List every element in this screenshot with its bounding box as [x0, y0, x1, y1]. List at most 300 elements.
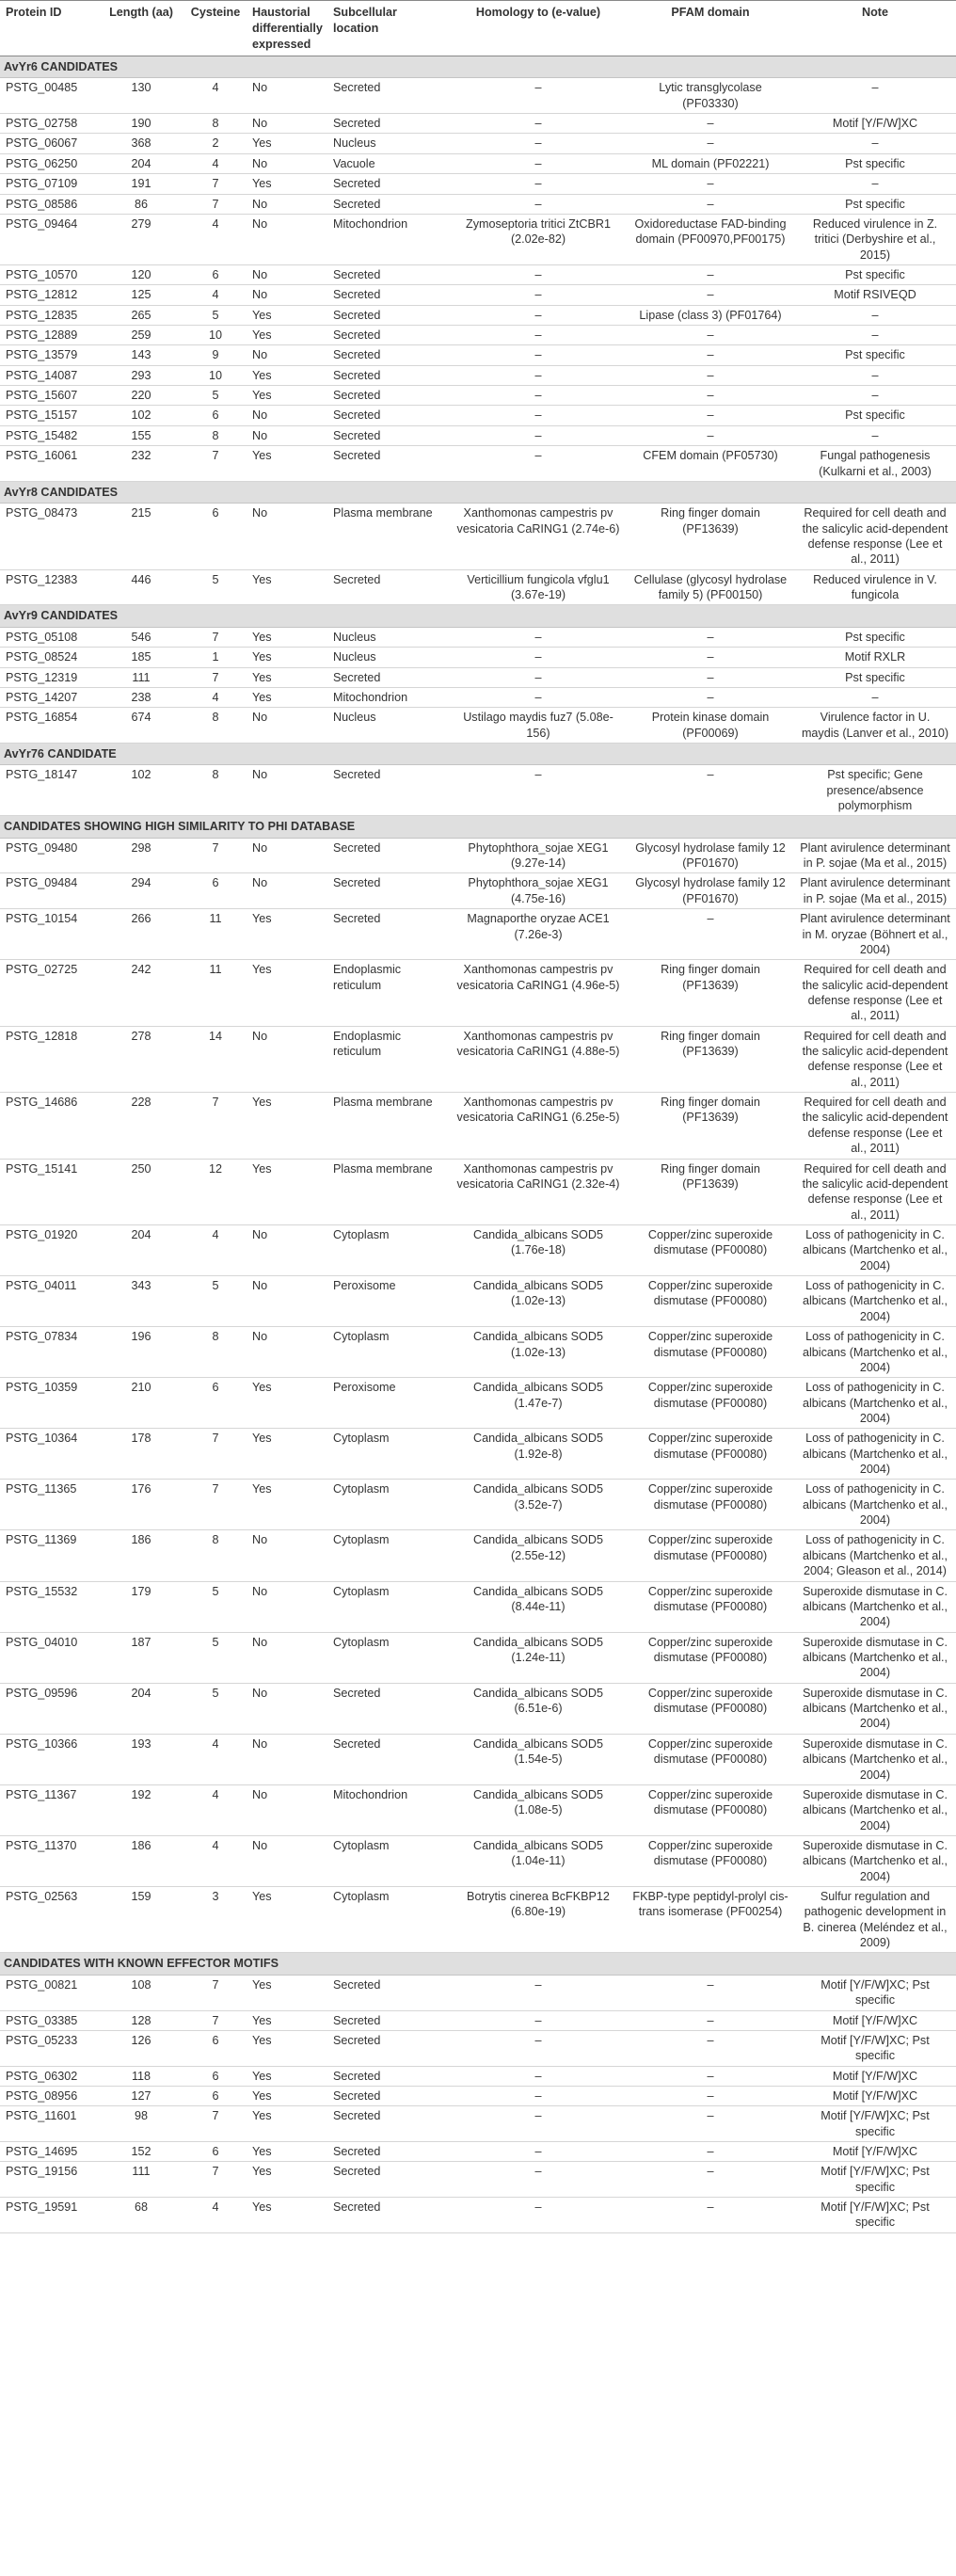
cell-protein-id: PSTG_10364 [0, 1429, 98, 1480]
cell-pfam-domain: – [627, 648, 794, 667]
table-row [0, 960, 956, 1026]
cell-subcellular-location: Endoplasmic reticulum [327, 960, 450, 1026]
header-protein-id: Protein ID [0, 1, 98, 56]
cell-note: Motif [Y/F/W]XC; Pst specific [794, 2198, 956, 2233]
cell-haustorial: No [247, 1530, 327, 1581]
cell-pfam-domain: Copper/zinc superoxide dismutase (PF00080) [627, 1734, 794, 1784]
section-title: CANDIDATES SHOWING HIGH SIMILARITY TO PHI DATABASE [0, 816, 956, 838]
cell-haustorial: No [247, 285, 327, 305]
cell-note: Motif [Y/F/W]XC [794, 2066, 956, 2086]
cell-pfam-domain: – [627, 2066, 794, 2086]
cell-cysteine: 5 [184, 569, 247, 605]
table-body [0, 56, 956, 2233]
cell-note: Loss of pathogenicity in C. albicans (Martchenko et al., 2004) [794, 1480, 956, 1530]
cell-subcellular-location: Secreted [327, 909, 450, 960]
cell-cysteine: 7 [184, 838, 247, 873]
cell-haustorial: No [247, 214, 327, 264]
cell-cysteine: 6 [184, 2066, 247, 2086]
cell-length: 186 [98, 1530, 184, 1581]
table-row [0, 1026, 956, 1092]
cell-subcellular-location: Secreted [327, 365, 450, 385]
cell-note: – [794, 305, 956, 325]
cell-pfam-domain: Glycosyl hydrolase family 12 (PF01670) [627, 838, 794, 873]
cell-protein-id: PSTG_12383 [0, 569, 98, 605]
cell-length: 215 [98, 504, 184, 569]
cell-homology: – [450, 2106, 627, 2142]
cell-length: 368 [98, 134, 184, 153]
cell-cysteine: 4 [184, 78, 247, 114]
cell-homology: – [450, 153, 627, 173]
cell-protein-id: PSTG_00821 [0, 1975, 98, 2010]
cell-pfam-domain: – [627, 2086, 794, 2105]
cell-length: 185 [98, 648, 184, 667]
cell-protein-id: PSTG_15482 [0, 425, 98, 445]
cell-note: Pst specific; Gene presence/absence polymorphism [794, 765, 956, 816]
cell-homology: Phytophthora_sojae XEG1 (4.75e-16) [450, 873, 627, 909]
cell-length: 128 [98, 2010, 184, 2030]
cell-cysteine: 4 [184, 1784, 247, 1835]
cell-cysteine: 7 [184, 2010, 247, 2030]
table-row [0, 1378, 956, 1429]
cell-note: Virulence factor in U. maydis (Lanver et al., 2010) [794, 708, 956, 744]
cell-cysteine: 8 [184, 708, 247, 744]
cell-length: 250 [98, 1159, 184, 1224]
table-row [0, 2106, 956, 2142]
cell-note: Superoxide dismutase in C. albicans (Martchenko et al., 2004) [794, 1835, 956, 1886]
cell-haustorial: No [247, 1026, 327, 1092]
cell-protein-id: PSTG_11369 [0, 1530, 98, 1581]
cell-homology: Candida_albicans SOD5 (1.92e-8) [450, 1429, 627, 1480]
cell-homology: Candida_albicans SOD5 (1.54e-5) [450, 1734, 627, 1784]
cell-subcellular-location: Nucleus [327, 648, 450, 667]
cell-note: Superoxide dismutase in C. albicans (Martchenko et al., 2004) [794, 1632, 956, 1683]
cell-length: 293 [98, 365, 184, 385]
cell-cysteine: 4 [184, 214, 247, 264]
cell-protein-id: PSTG_14686 [0, 1093, 98, 1159]
cell-length: 98 [98, 2106, 184, 2142]
cell-protein-id: PSTG_15532 [0, 1581, 98, 1632]
cell-protein-id: PSTG_12835 [0, 305, 98, 325]
cell-subcellular-location: Secreted [327, 1975, 450, 2010]
cell-note: Required for cell death and the salicylic acid-dependent defense response (Lee et al., 2011) [794, 1159, 956, 1224]
cell-protein-id: PSTG_05233 [0, 2030, 98, 2066]
cell-subcellular-location: Secreted [327, 2106, 450, 2142]
cell-pfam-domain: – [627, 2162, 794, 2198]
cell-homology: – [450, 2198, 627, 2233]
cell-protein-id: PSTG_13579 [0, 345, 98, 365]
cell-subcellular-location: Secreted [327, 2142, 450, 2162]
cell-length: 674 [98, 708, 184, 744]
cell-subcellular-location: Secreted [327, 2086, 450, 2105]
cell-protein-id: PSTG_11370 [0, 1835, 98, 1886]
cell-haustorial: Yes [247, 1887, 327, 1953]
cell-haustorial: Yes [247, 2142, 327, 2162]
cell-cysteine: 4 [184, 1835, 247, 1886]
cell-pfam-domain: Copper/zinc superoxide dismutase (PF00080) [627, 1835, 794, 1886]
cell-note: – [794, 134, 956, 153]
table-row [0, 2010, 956, 2030]
cell-length: 190 [98, 114, 184, 134]
cell-homology: – [450, 386, 627, 406]
table-header-row [0, 1, 956, 56]
cell-haustorial: Yes [247, 2198, 327, 2233]
cell-homology: – [450, 345, 627, 365]
cell-haustorial: Yes [247, 174, 327, 194]
cell-note: Plant avirulence determinant in M. oryzae (Böhnert et al., 2004) [794, 909, 956, 960]
cell-subcellular-location: Cytoplasm [327, 1632, 450, 1683]
cell-length: 102 [98, 406, 184, 425]
cell-haustorial: No [247, 114, 327, 134]
table-row [0, 114, 956, 134]
cell-pfam-domain: Glycosyl hydrolase family 12 (PF01670) [627, 873, 794, 909]
cell-cysteine: 7 [184, 1480, 247, 1530]
cell-pfam-domain: Copper/zinc superoxide dismutase (PF00080) [627, 1581, 794, 1632]
cell-note: Superoxide dismutase in C. albicans (Martchenko et al., 2004) [794, 1581, 956, 1632]
cell-pfam-domain: – [627, 2106, 794, 2142]
cell-cysteine: 4 [184, 687, 247, 707]
cell-cysteine: 6 [184, 1378, 247, 1429]
cell-length: 204 [98, 153, 184, 173]
cell-note: – [794, 78, 956, 114]
cell-homology: – [450, 2066, 627, 2086]
cell-subcellular-location: Secreted [327, 305, 450, 325]
cell-length: 232 [98, 446, 184, 482]
cell-length: 176 [98, 1480, 184, 1530]
cell-length: 343 [98, 1276, 184, 1327]
cell-protein-id: PSTG_10359 [0, 1378, 98, 1429]
cell-haustorial: Yes [247, 386, 327, 406]
cell-pfam-domain: – [627, 2010, 794, 2030]
cell-subcellular-location: Secreted [327, 873, 450, 909]
cell-length: 152 [98, 2142, 184, 2162]
cell-cysteine: 9 [184, 345, 247, 365]
cell-protein-id: PSTG_16061 [0, 446, 98, 482]
cell-note: Superoxide dismutase in C. albicans (Martchenko et al., 2004) [794, 1784, 956, 1835]
cell-subcellular-location: Cytoplasm [327, 1530, 450, 1581]
cell-note: Required for cell death and the salicylic acid-dependent defense response (Lee et al., 2011) [794, 960, 956, 1026]
table-row [0, 1683, 956, 1734]
cell-pfam-domain: Copper/zinc superoxide dismutase (PF00080) [627, 1530, 794, 1581]
cell-cysteine: 6 [184, 264, 247, 284]
cell-protein-id: PSTG_04010 [0, 1632, 98, 1683]
cell-protein-id: PSTG_14695 [0, 2142, 98, 2162]
cell-cysteine: 7 [184, 2106, 247, 2142]
cell-cysteine: 6 [184, 2030, 247, 2066]
cell-length: 204 [98, 1683, 184, 1734]
cell-cysteine: 4 [184, 1225, 247, 1276]
table-row [0, 305, 956, 325]
cell-pfam-domain: – [627, 406, 794, 425]
cell-pfam-domain: – [627, 114, 794, 134]
cell-subcellular-location: Secreted [327, 446, 450, 482]
table-row [0, 1276, 956, 1327]
cell-cysteine: 3 [184, 1887, 247, 1953]
cell-pfam-domain: – [627, 2142, 794, 2162]
cell-length: 86 [98, 194, 184, 214]
cell-cysteine: 7 [184, 1975, 247, 2010]
cell-cysteine: 6 [184, 873, 247, 909]
cell-length: 126 [98, 2030, 184, 2066]
cell-length: 238 [98, 687, 184, 707]
cell-homology: Candida_albicans SOD5 (1.47e-7) [450, 1378, 627, 1429]
cell-homology: – [450, 2030, 627, 2066]
cell-length: 265 [98, 305, 184, 325]
cell-subcellular-location: Secreted [327, 2030, 450, 2066]
section-title: AvYr76 CANDIDATE [0, 743, 956, 764]
cell-subcellular-location: Secreted [327, 425, 450, 445]
table-row [0, 765, 956, 816]
cell-length: 210 [98, 1378, 184, 1429]
cell-homology: Candida_albicans SOD5 (2.55e-12) [450, 1530, 627, 1581]
cell-pfam-domain: – [627, 909, 794, 960]
table-row [0, 1632, 956, 1683]
cell-protein-id: PSTG_02758 [0, 114, 98, 134]
cell-cysteine: 7 [184, 194, 247, 214]
cell-homology: Verticillium fungicola vfglu1 (3.67e-19) [450, 569, 627, 605]
cell-homology: Ustilago maydis fuz7 (5.08e-156) [450, 708, 627, 744]
cell-subcellular-location: Nucleus [327, 627, 450, 647]
cell-note: – [794, 425, 956, 445]
cell-length: 159 [98, 1887, 184, 1953]
table-row [0, 687, 956, 707]
cell-homology: Candida_albicans SOD5 (1.76e-18) [450, 1225, 627, 1276]
cell-subcellular-location: Secreted [327, 2010, 450, 2030]
cell-protein-id: PSTG_08524 [0, 648, 98, 667]
cell-subcellular-location: Secreted [327, 765, 450, 816]
table-row [0, 627, 956, 647]
header-haustorial: Haustorial differentially expressed [247, 1, 327, 56]
cell-protein-id: PSTG_08956 [0, 2086, 98, 2105]
cell-haustorial: Yes [247, 446, 327, 482]
cell-cysteine: 4 [184, 285, 247, 305]
cell-cysteine: 7 [184, 446, 247, 482]
table-row [0, 345, 956, 365]
cell-note: Pst specific [794, 667, 956, 687]
cell-cysteine: 6 [184, 504, 247, 569]
table-row [0, 1581, 956, 1632]
cell-protein-id: PSTG_05108 [0, 627, 98, 647]
cell-cysteine: 14 [184, 1026, 247, 1092]
cell-protein-id: PSTG_03385 [0, 2010, 98, 2030]
cell-haustorial: Yes [247, 569, 327, 605]
cell-haustorial: No [247, 1632, 327, 1683]
cell-homology: Xanthomonas campestris pv vesicatoria CaRING1 (4.88e-5) [450, 1026, 627, 1092]
table-row [0, 708, 956, 744]
table-row [0, 326, 956, 345]
cell-pfam-domain: Ring finger domain (PF13639) [627, 1093, 794, 1159]
section-header-row [0, 56, 956, 78]
cell-cysteine: 2 [184, 134, 247, 153]
cell-subcellular-location: Nucleus [327, 708, 450, 744]
cell-subcellular-location: Secreted [327, 174, 450, 194]
cell-cysteine: 5 [184, 1276, 247, 1327]
cell-cysteine: 5 [184, 386, 247, 406]
cell-subcellular-location: Mitochondrion [327, 687, 450, 707]
cell-protein-id: PSTG_11365 [0, 1480, 98, 1530]
cell-note: Loss of pathogenicity in C. albicans (Martchenko et al., 2004; Gleason et al., 2014) [794, 1530, 956, 1581]
cell-cysteine: 6 [184, 2142, 247, 2162]
cell-haustorial: No [247, 264, 327, 284]
cell-length: 179 [98, 1581, 184, 1632]
cell-cysteine: 4 [184, 2198, 247, 2233]
cell-length: 127 [98, 2086, 184, 2105]
table-row [0, 1159, 956, 1224]
cell-protein-id: PSTG_10570 [0, 264, 98, 284]
cell-homology: – [450, 305, 627, 325]
cell-haustorial: No [247, 425, 327, 445]
header-subcellular-location: Subcellular location [327, 1, 450, 56]
cell-note: – [794, 687, 956, 707]
cell-protein-id: PSTG_08473 [0, 504, 98, 569]
cell-cysteine: 1 [184, 648, 247, 667]
cell-note: Motif [Y/F/W]XC; Pst specific [794, 2106, 956, 2142]
cell-pfam-domain: – [627, 386, 794, 406]
table-row [0, 1225, 956, 1276]
table-row [0, 1429, 956, 1480]
cell-homology: – [450, 667, 627, 687]
section-header-row [0, 1953, 956, 1975]
cell-pfam-domain: Ring finger domain (PF13639) [627, 1159, 794, 1224]
cell-haustorial: No [247, 406, 327, 425]
section-header-row [0, 743, 956, 764]
cell-cysteine: 7 [184, 667, 247, 687]
cell-homology: – [450, 648, 627, 667]
cell-homology: Xanthomonas campestris pv vesicatoria CaRING1 (6.25e-5) [450, 1093, 627, 1159]
cell-homology: Xanthomonas campestris pv vesicatoria CaRING1 (4.96e-5) [450, 960, 627, 1026]
cell-cysteine: 7 [184, 2162, 247, 2198]
cell-homology: Botrytis cinerea BcFKBP12 (6.80e-19) [450, 1887, 627, 1953]
cell-pfam-domain: Protein kinase domain (PF00069) [627, 708, 794, 744]
table-row [0, 1835, 956, 1886]
cell-homology: Zymoseptoria tritici ZtCBR1 (2.02e-82) [450, 214, 627, 264]
cell-haustorial: No [247, 1225, 327, 1276]
cell-haustorial: Yes [247, 667, 327, 687]
cell-length: 108 [98, 1975, 184, 2010]
cell-haustorial: Yes [247, 1975, 327, 2010]
cell-protein-id: PSTG_12889 [0, 326, 98, 345]
cell-homology: – [450, 114, 627, 134]
cell-note: Motif [Y/F/W]XC [794, 2086, 956, 2105]
cell-haustorial: No [247, 1835, 327, 1886]
cell-length: 130 [98, 78, 184, 114]
table-row [0, 2066, 956, 2086]
cell-pfam-domain: Cellulase (glycosyl hydrolase family 5) (PF00150) [627, 569, 794, 605]
cell-note: Motif [Y/F/W]XC [794, 114, 956, 134]
cell-note: Reduced virulence in V. fungicola [794, 569, 956, 605]
cell-haustorial: Yes [247, 960, 327, 1026]
section-title: AvYr9 CANDIDATES [0, 605, 956, 627]
cell-length: 186 [98, 1835, 184, 1886]
table-row [0, 1784, 956, 1835]
table-row [0, 667, 956, 687]
cell-pfam-domain: – [627, 264, 794, 284]
cell-protein-id: PSTG_02563 [0, 1887, 98, 1953]
cell-length: 298 [98, 838, 184, 873]
header-cysteine: Cysteine [184, 1, 247, 56]
cell-note: Motif [Y/F/W]XC [794, 2142, 956, 2162]
cell-subcellular-location: Cytoplasm [327, 1581, 450, 1632]
cell-length: 111 [98, 667, 184, 687]
cell-note: Loss of pathogenicity in C. albicans (Martchenko et al., 2004) [794, 1225, 956, 1276]
table-row [0, 446, 956, 482]
table-row [0, 504, 956, 569]
table-row [0, 134, 956, 153]
cell-haustorial: Yes [247, 2086, 327, 2105]
cell-length: 155 [98, 425, 184, 445]
cell-protein-id: PSTG_12812 [0, 285, 98, 305]
cell-pfam-domain: – [627, 345, 794, 365]
cell-haustorial: Yes [247, 1429, 327, 1480]
cell-note: Motif [Y/F/W]XC; Pst specific [794, 2030, 956, 2066]
cell-homology: Candida_albicans SOD5 (1.02e-13) [450, 1276, 627, 1327]
section-title: AvYr8 CANDIDATES [0, 481, 956, 503]
cell-subcellular-location: Secreted [327, 285, 450, 305]
cell-note: Sulfur regulation and pathogenic development in B. cinerea (Meléndez et al., 2009) [794, 1887, 956, 1953]
cell-note: Loss of pathogenicity in C. albicans (Martchenko et al., 2004) [794, 1276, 956, 1327]
cell-pfam-domain: Oxidoreductase FAD-binding domain (PF00970,PF00175) [627, 214, 794, 264]
cell-subcellular-location: Nucleus [327, 134, 450, 153]
cell-cysteine: 5 [184, 1632, 247, 1683]
cell-cysteine: 4 [184, 1734, 247, 1784]
cell-length: 446 [98, 569, 184, 605]
table-row [0, 909, 956, 960]
table-row [0, 264, 956, 284]
cell-protein-id: PSTG_10154 [0, 909, 98, 960]
cell-note: Loss of pathogenicity in C. albicans (Martchenko et al., 2004) [794, 1378, 956, 1429]
cell-pfam-domain: Copper/zinc superoxide dismutase (PF00080) [627, 1225, 794, 1276]
cell-note: Motif RXLR [794, 648, 956, 667]
cell-homology: – [450, 1975, 627, 2010]
cell-homology: – [450, 264, 627, 284]
cell-protein-id: PSTG_14087 [0, 365, 98, 385]
cell-haustorial: No [247, 1581, 327, 1632]
cell-cysteine: 7 [184, 1429, 247, 1480]
cell-pfam-domain: – [627, 1975, 794, 2010]
cell-protein-id: PSTG_15141 [0, 1159, 98, 1224]
cell-haustorial: No [247, 838, 327, 873]
cell-pfam-domain: – [627, 194, 794, 214]
cell-cysteine: 8 [184, 765, 247, 816]
cell-length: 191 [98, 174, 184, 194]
cell-pfam-domain: – [627, 134, 794, 153]
cell-subcellular-location: Plasma membrane [327, 1159, 450, 1224]
cell-subcellular-location: Secreted [327, 838, 450, 873]
cell-haustorial: Yes [247, 2066, 327, 2086]
cell-pfam-domain: Ring finger domain (PF13639) [627, 1026, 794, 1092]
cell-note: Pst specific [794, 627, 956, 647]
table-row [0, 1480, 956, 1530]
cell-note: Pst specific [794, 153, 956, 173]
cell-cysteine: 11 [184, 909, 247, 960]
cell-pfam-domain: Lipase (class 3) (PF01764) [627, 305, 794, 325]
cell-subcellular-location: Cytoplasm [327, 1835, 450, 1886]
cell-haustorial: Yes [247, 909, 327, 960]
cell-subcellular-location: Cytoplasm [327, 1887, 450, 1953]
cell-note: – [794, 326, 956, 345]
cell-subcellular-location: Vacuole [327, 153, 450, 173]
table-row [0, 873, 956, 909]
section-title: AvYr6 CANDIDATES [0, 56, 956, 78]
cell-cysteine: 5 [184, 1581, 247, 1632]
cell-protein-id: PSTG_10366 [0, 1734, 98, 1784]
cell-subcellular-location: Secreted [327, 1683, 450, 1734]
cell-homology: – [450, 627, 627, 647]
cell-subcellular-location: Secreted [327, 114, 450, 134]
cell-protein-id: PSTG_09596 [0, 1683, 98, 1734]
cell-subcellular-location: Secreted [327, 386, 450, 406]
cell-subcellular-location: Secreted [327, 406, 450, 425]
cell-note: Pst specific [794, 406, 956, 425]
